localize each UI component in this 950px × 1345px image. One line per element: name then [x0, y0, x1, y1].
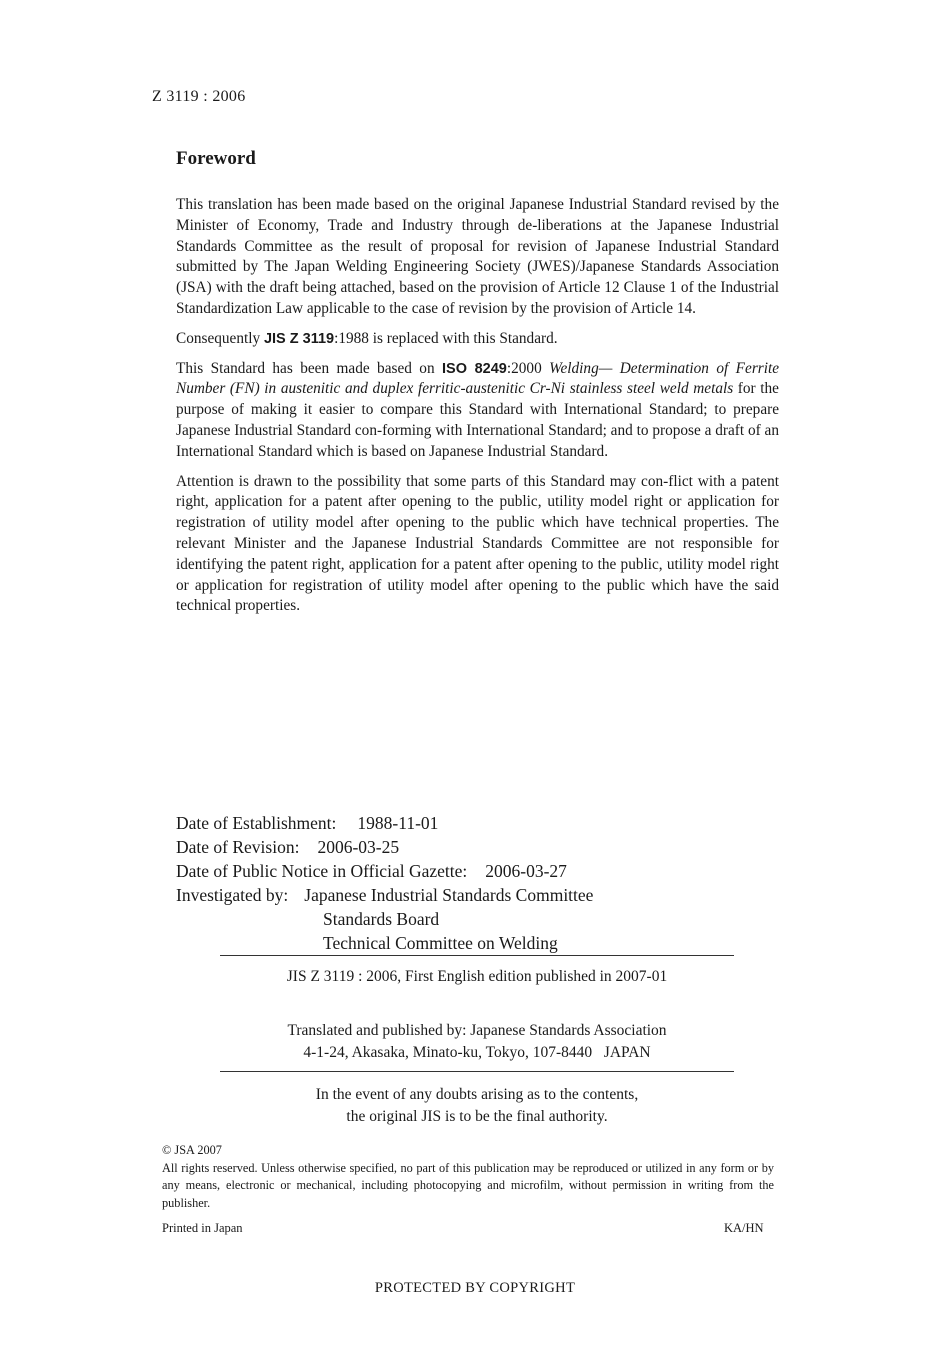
- iso-code-reference: ISO 8249: [442, 360, 507, 377]
- copyright-owner: © JSA 2007: [162, 1143, 222, 1157]
- notice-value: 2006-03-27: [485, 861, 567, 881]
- paragraph-3-suffix: for the purpose of making it easier to compare this Standard with International Standard; to prepare Japanese Industrial Standard con-forming with International Standard; and to propose a draft of an International Standard which is based on Japanese Industrial Standard.: [176, 380, 779, 460]
- investigated-line-1: Japanese Industrial Standards Committee: [304, 885, 594, 905]
- iso-title: Welding— Determination of Ferrite Number (FN) in austenitic and duplex ferritic-austenitic Cr-Ni stainless steel weld metals: [176, 359, 780, 398]
- published-by-line: Translated and published by: Japanese Standards Association: [287, 1022, 667, 1039]
- jis-code-reference: JIS Z 3119: [263, 330, 335, 347]
- establishment-row: [176, 811, 593, 835]
- address-line: 4-1-24, Akasaka, Minato-ku, Tokyo, 107-8440 JAPAN: [303, 1044, 651, 1061]
- publisher-block: [220, 1020, 734, 1064]
- investigated-line-3: Technical Committee on Welding: [323, 933, 558, 953]
- doubts-line-2: the original JIS is to be the final authority.: [346, 1108, 608, 1125]
- protected-by-copyright: PROTECTED BY COPYRIGHT: [374, 1280, 576, 1296]
- printed-in: Printed in Japan: [162, 1221, 243, 1235]
- standard-code-header: Z 3119 : 2006: [152, 88, 246, 105]
- revision-row: [176, 835, 593, 859]
- revision-value: 2006-03-25: [317, 837, 400, 857]
- investigated-line-2: Standards Board: [323, 909, 440, 929]
- investigated-row: [176, 883, 593, 907]
- doubts-line-1: In the event of any doubts arising as to the contents,: [315, 1086, 639, 1103]
- foreword-paragraph-2: [176, 329, 779, 350]
- establishment-label: Date of Establishment:: [176, 813, 337, 833]
- foreword-paragraph-1: This translation has been made based on the original Japanese Industrial Standard revised by the Minister of Economy, Trade and Industry through de-liberations at the Japanese Industrial Standards Committee as the result of proposal for revision of Japanese Industrial Standard submitted by The Japan Welding Engineering Society (JWES)/Japanese Standards Association (JSA) with the draft being attached, based on the provision of Article 12 Clause 1 of the Industrial Standardization Law applicable to the case of revision by the provision of Article 14.: [176, 196, 779, 317]
- paragraph-2-prefix: Consequently: [176, 329, 264, 347]
- establishment-value: 1988-11-01: [357, 813, 439, 833]
- edition-line: JIS Z 3119 : 2006, First English edition published in 2007-01: [286, 968, 668, 985]
- foreword-paragraph-4: Attention is drawn to the possibility that some parts of this Standard may con-flict with a patent right, application for a patent after opening to the public, utility model right or application for registration of utility model after opening to the public which have technical properties. The relevant Minister and the Japanese Industrial Standards Committee are not responsible for identifying the patent right, application for a patent after opening to the public, utility model right or application for registration of utility model after opening to the public which have the said technical properties.: [176, 472, 779, 615]
- foreword-body: [176, 195, 779, 626]
- foreword-title: Foreword: [176, 148, 256, 169]
- editor-initials: KA/HN: [724, 1221, 764, 1235]
- investigated-label: Investigated by:: [176, 885, 289, 905]
- notice-label: Date of Public Notice in Official Gazette:: [176, 861, 468, 881]
- paragraph-3-prefix: This Standard has been made based on: [176, 359, 443, 377]
- rights-notice: All rights reserved. Unless otherwise specified, no part of this publication may be reproduced or utilized in any form or by any means, electronic or mechanical, including photocopying and microfilm, without permission in writing from the publisher.: [162, 1160, 774, 1210]
- divider-top: [220, 955, 734, 956]
- paragraph-2-suffix: :1988 is replaced with this Standard.: [334, 329, 558, 347]
- authority-note: [220, 1084, 734, 1128]
- foreword-paragraph-3: [176, 359, 779, 463]
- iso-year: :2000: [506, 359, 550, 377]
- divider-bottom: [220, 1071, 734, 1072]
- revision-label: Date of Revision:: [176, 837, 300, 857]
- copyright-block: [162, 1142, 774, 1212]
- notice-row: [176, 859, 593, 883]
- dates-block: [176, 811, 593, 955]
